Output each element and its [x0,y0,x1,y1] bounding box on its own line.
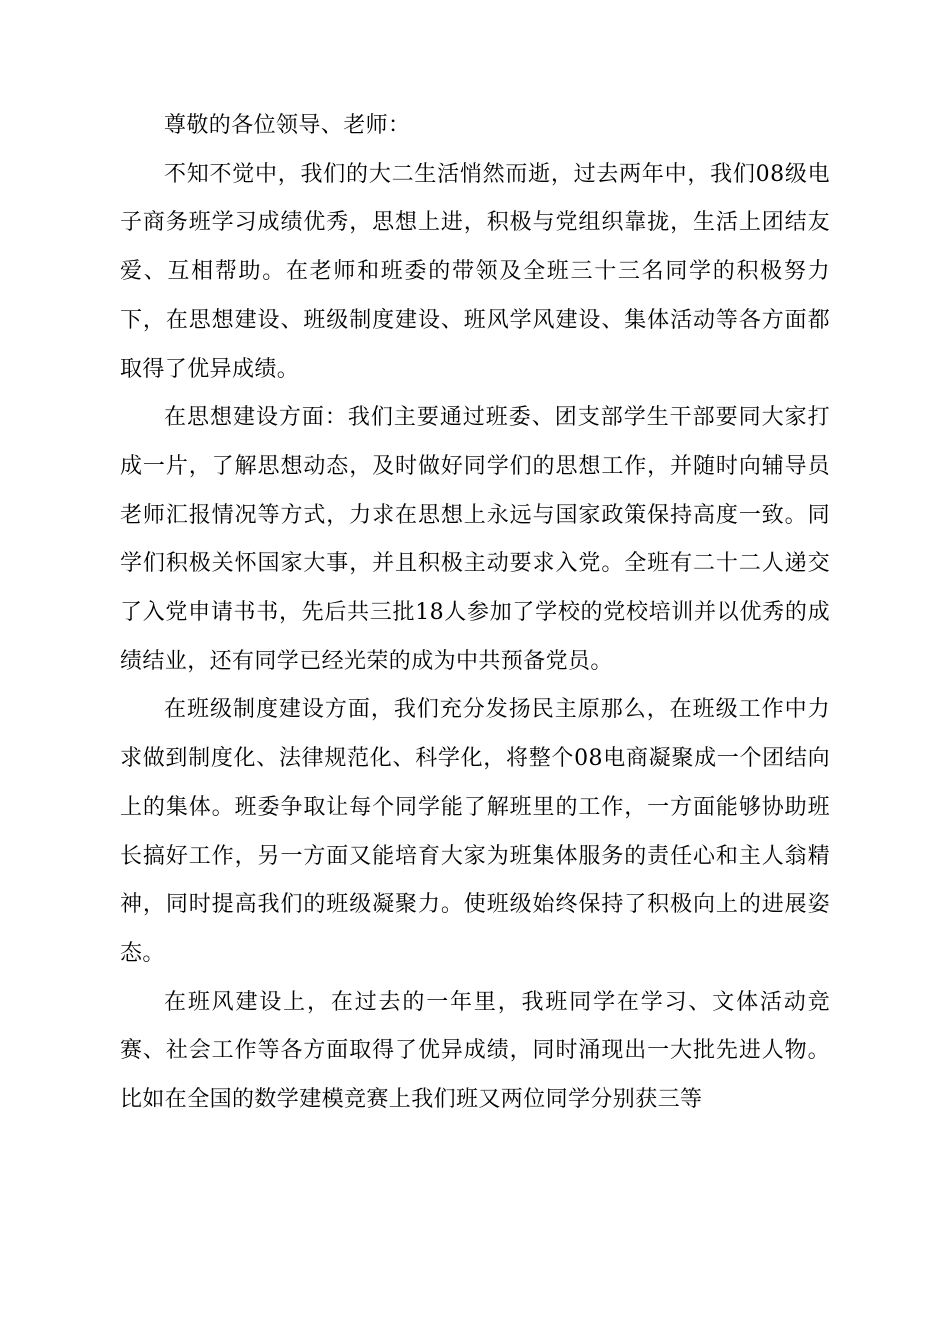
paragraph-class-style: 在班风建设上，在过去的一年里，我班同学在学习、文体活动竞赛、社会工作等各方面取得了优异成绩，同时涌现出一大批先进人物。比如在全国的数学建模竞赛上我们班又两位同学分别获三等 [120,989,830,1113]
paragraph-intro: 不知不觉中，我们的大二生活悄然而逝，过去两年中，我们08级电子商务班学习成绩优秀，思想上进，积极与党组织靠拢，生活上团结友爱、互相帮助。在老师和班委的带领及全班三十三名同学的积极努力下，在思想建设、班级制度建设、班风学风建设、集体活动等各方面都取得了优异成绩。 [120,161,830,382]
salutation: 尊敬的各位领导、老师： [164,113,411,138]
paragraph-class-system: 在班级制度建设方面，我们充分发扬民主原那么，在班级工作中力求做到制度化、法律规范化、科学化，将整个08电商凝聚成一个团结向上的集体。班委争取让每个同学能了解班里的工作，一方面能够协助班长搞好工作，另一方面又能培育大家为班集体服务的责任心和主人翁精神，同时提高我们的班级凝聚力。使班级始终保持了积极向上的进展姿态。 [120,697,830,966]
paragraph-ideology: 在思想建设方面：我们主要通过班委、团支部学生干部要同大家打成一片，了解思想动态，及时做好同学们的思想工作，并随时向辅导员老师汇报情况等方式，力求在思想上永远与国家政策保持高度一致。同学们积极关怀国家大事，并且积极主动要求入党。全班有二十二人递交了入党申请书书，先后共三批18人参加了学校的党校培训并以优秀的成绩结业，还有同学已经光荣的成为中共预备党员。 [120,405,830,674]
document-body [120,102,830,1125]
